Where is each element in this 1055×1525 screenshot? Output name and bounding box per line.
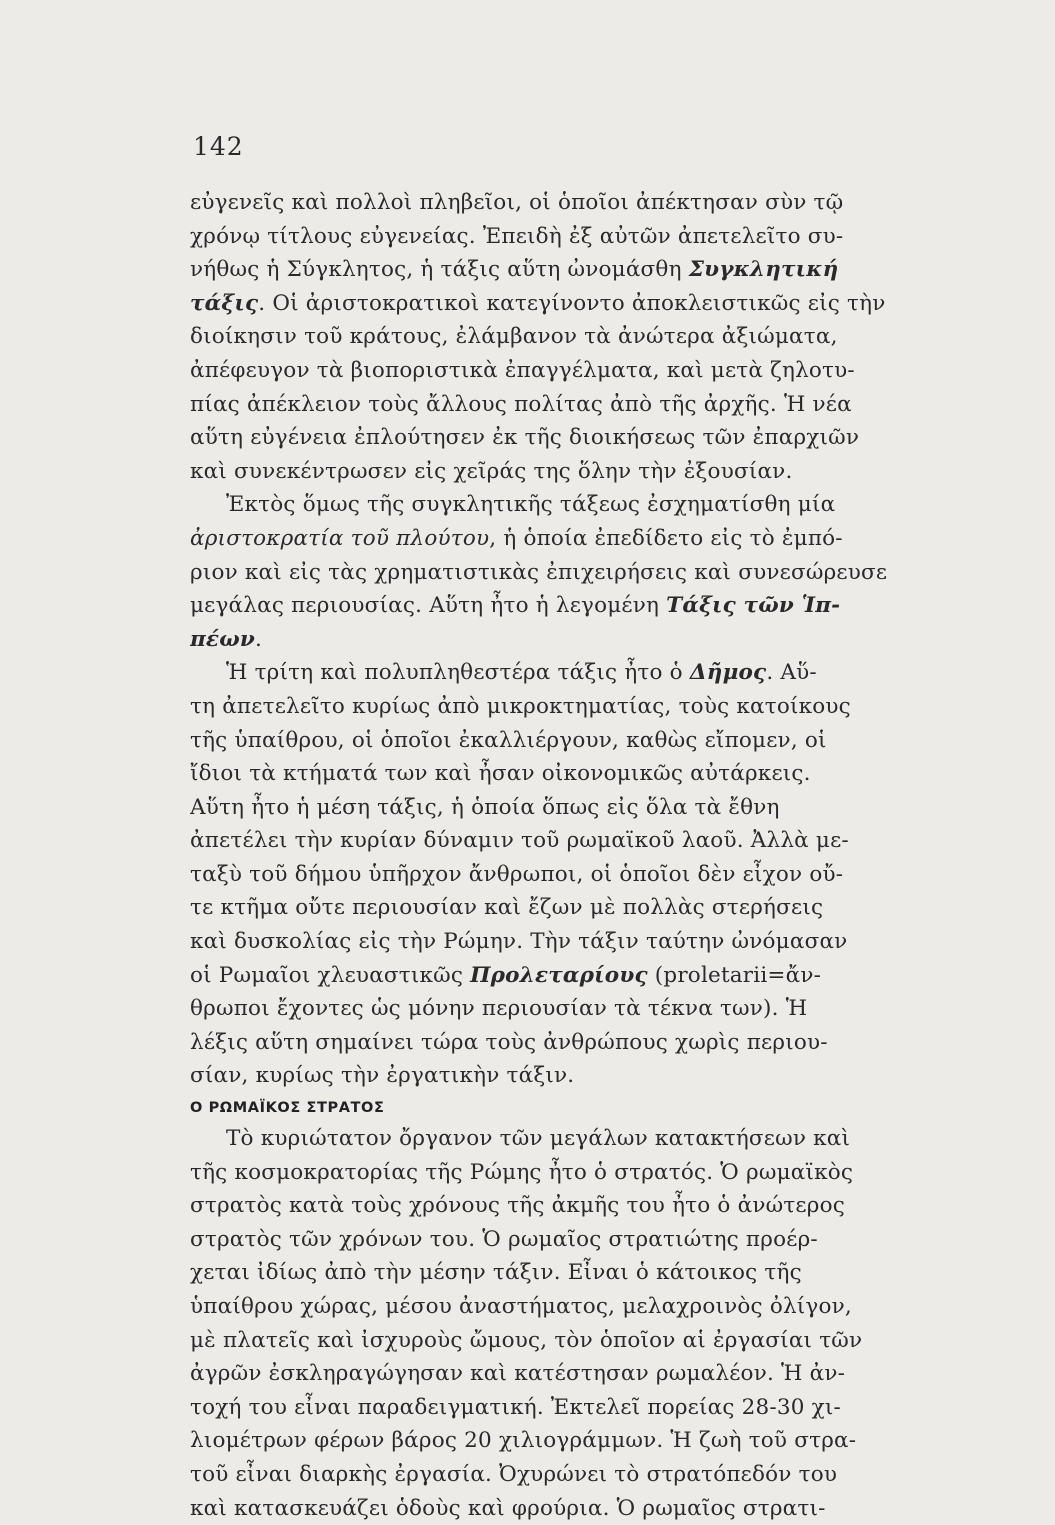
text-line: στρατὸς κατὰ τοὺς χρόνους τῆς ἀκμῆς του ἦτο ὁ ἀνώτερος (190, 1193, 845, 1219)
text-line: ριον καὶ εἰς τὰς χρηματιστικὰς ἐπιχειρήσεις καὶ συνεσώρευσε (190, 559, 888, 585)
text-line: στρατὸς τῶν χρόνων του. Ὁ ρωμαῖος στρατιώτης προέρ- (190, 1226, 818, 1252)
text-line: ἀγρῶν ἐσκληραγώγησαν καὶ κατέστησαν ρωμαλέον. Ἡ ἀν- (190, 1361, 846, 1387)
text-line: χεται ἰδίως ἀπὸ τὴν μέσην τάξιν. Εἶναι ὁ κάτοικος τῆς (190, 1260, 802, 1286)
text-line: τῆς ὑπαίθρου, οἱ ὁποῖοι ἐκαλλιέργουν, καθὼς εἴπομεν, οἱ (190, 727, 827, 753)
text-line: πίας ἀπέκλειον τοὺς ἄλλους πολίτας ἀπὸ τῆς ἀρχῆς. Ἡ νέα (190, 391, 852, 417)
text-line: τε κτῆμα οὔτε περιουσίαν καὶ ἔζων μὲ πολλὰς στερήσεις (190, 895, 824, 921)
text-line: ὑπαίθρου χώρας, μέσου ἀναστήματος, μελαχροινὸς ὀλίγον, (190, 1294, 852, 1319)
text-line: τάξις. Οἱ ἀριστοκρατικοὶ κατεγίνοντο ἀποκλειστικῶς εἰς τὴν (190, 290, 886, 316)
text-line: μὲ πλατεῖς καὶ ἰσχυροὺς ὤμους, τὸν ὁποῖον αἱ ἐργασίαι τῶν (190, 1327, 863, 1353)
text-line: νήθως ἡ Σύγκλητος, ἡ τάξις αὕτη ὠνομάσθη Συγκλητική (190, 257, 839, 283)
text-line: πέων. (190, 626, 263, 652)
text-line: καὶ κατασκευάζει ὁδοὺς καὶ φρούρια. Ὁ ρωμαῖος στρατι- (190, 1495, 826, 1521)
text-line: οἱ Ρωμαῖοι χλευαστικῶς Προλεταρίους (proletarii=ἄν- (190, 962, 822, 988)
text-line: Ἡ τρίτη καὶ πολυπληθεστέρα τάξις ἦτο ὁ Δῆμος. Αὕ- (226, 660, 817, 686)
text-line: τοχή του εἶναι παραδειγματική. Ἐκτελεῖ πορείας 28-30 χι- (190, 1394, 841, 1420)
text-line: ἀπέφευγον τὰ βιοποριστικὰ ἐπαγγέλματα, καὶ μετὰ ζηλοτυ- (190, 357, 855, 383)
text-line: Ἐκτὸς ὅμως τῆς συγκλητικῆς τάξεως ἐσχηματίσθη μία (226, 492, 836, 518)
page-number: 142 (193, 132, 244, 161)
term-demos: Δῆμος (689, 660, 767, 686)
text-line: ταξὺ τοῦ δήμου ὑπῆρχον ἄνθρωποι, οἱ ὁποῖοι δὲν εἶχον οὔ- (190, 861, 844, 887)
text-line: ἴδιοι τὰ κτήματά των καὶ ἦσαν οἰκονομικῶς αὐτάρκεις. (190, 761, 811, 787)
term-proletarians: Προλεταρίους (470, 962, 648, 988)
text-line: καὶ δυσκολίας εἰς τὴν Ρώμην. Τὴν τάξιν ταύτην ὠνόμασαν (190, 929, 848, 955)
text-line: διοίκησιν τοῦ κράτους, ἐλάμβανον τὰ ἀνώτερα ἀξιώματα, (190, 324, 838, 350)
text-line: αὕτη εὐγένεια ἐπλούτησεν ἐκ τῆς διοικήσεως τῶν ἐπαρχιῶν (190, 425, 860, 451)
text-line: τη ἀπετελεῖτο κυρίως ἀπὸ μικροκτηματίας, τοὺς κατοίκους (190, 693, 851, 719)
text-line: ἀπετέλει τὴν κυρίαν δύναμιν τοῦ ρωμαϊκοῦ λαοῦ. Ἀλλὰ με- (190, 828, 849, 854)
text-line: εὐγενεῖς καὶ πολλοὶ πληβεῖοι, οἱ ὁποῖοι ἀπέκτησαν σὺν τῷ (190, 190, 844, 215)
term-class: τάξις (190, 290, 259, 316)
text-line: Τὸ κυριώτατον ὄργανον τῶν μεγάλων κατακτήσεων καὶ (226, 1126, 851, 1152)
body-text (190, 186, 908, 1525)
text-line: χρόνῳ τίτλους εὐγενείας. Ἐπειδὴ ἐξ αὐτῶν ἀπετελεῖτο συ- (190, 223, 844, 249)
text-line: τοῦ εἶναι διαρκὴς ἐργασία. Ὀχυρώνει τὸ στρατόπεδόν του (190, 1461, 838, 1487)
text-line: σίαν, κυρίως τὴν ἐργατικὴν τάξιν. (190, 1063, 575, 1089)
text-line: καὶ συνεκέντρωσεν εἰς χεῖράς της ὅλην τὴν ἐξουσίαν. (190, 458, 793, 484)
text-line: Αὕτη ἦτο ἡ μέση τάξις, ἡ ὁποία ὅπως εἰς ὅλα τὰ ἔθνη (190, 794, 780, 820)
term-senatorial: Συγκλητική (688, 257, 839, 283)
text-line: τῆς κοσμοκρατορίας τῆς Ρώμης ἦτο ὁ στρατός. Ὁ ρωμαϊκὸς (190, 1159, 854, 1185)
text-line: λιομέτρων φέρων βάρος 20 χιλιογράμμων. Ἡ ζωὴ τοῦ στρα- (190, 1428, 857, 1454)
text-line: λέξις αὕτη σημαίνει τώρα τοὺς ἀνθρώπους χωρὶς περιου- (190, 1029, 828, 1055)
text-line: θρωποι ἔχοντες ὡς μόνην περιουσίαν τὰ τέκνα των). Ἡ (190, 996, 808, 1022)
term-knights: Τάξις τῶν Ἱπ- (666, 593, 841, 619)
text-line: ἀριστοκρατία τοῦ πλούτου, ἡ ὁποία ἐπεδίδετο εἰς τὸ ἐμπό- (190, 525, 843, 551)
term-wealth-aristocracy: ἀριστοκρατία τοῦ πλούτου (190, 525, 490, 551)
text-line: μεγάλας περιουσίας. Αὕτη ἦτο ἡ λεγομένη Τάξις τῶν Ἱπ- (190, 593, 841, 619)
section-heading: Ο ΡΩΜΑΪΚΟΣ ΣΤΡΑΤΟΣ (190, 1100, 385, 1117)
